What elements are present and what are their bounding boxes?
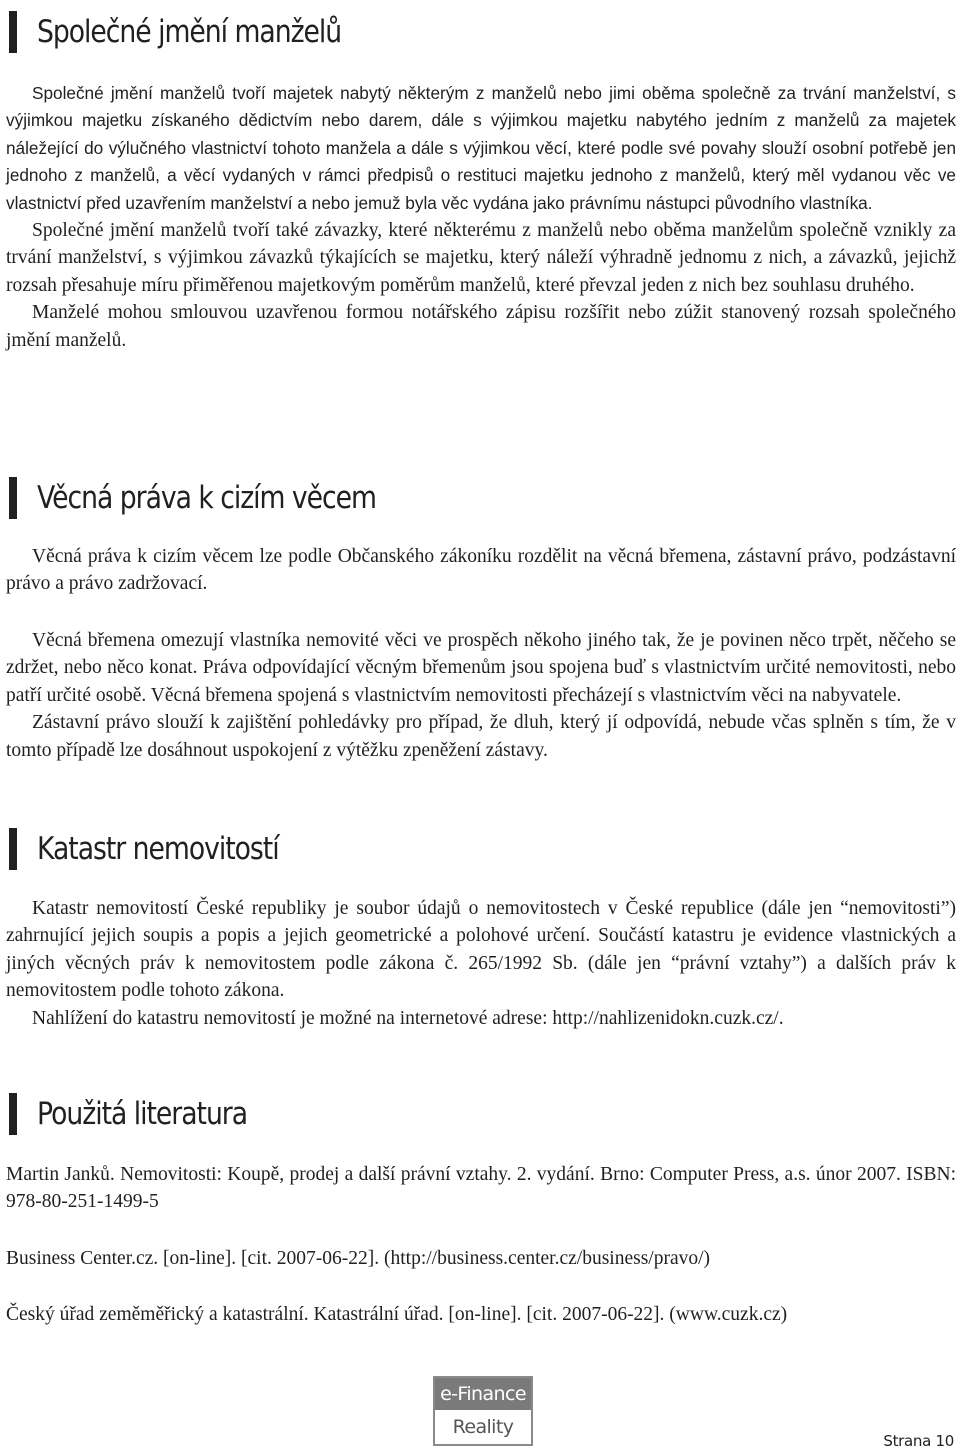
heading-bar xyxy=(9,477,17,519)
section-heading xyxy=(0,474,431,522)
reference-item: Business Center.cz. [on-line]. [cit. 2007-06-22]. (http://business.center.cz/business/pravo/) xyxy=(6,1248,711,1269)
logo-top-text: e-Finance xyxy=(435,1378,531,1410)
heading-bar xyxy=(9,1093,17,1135)
efinance-reality-logo xyxy=(433,1376,533,1446)
section-body xyxy=(6,80,956,354)
paragraph: Společné jmění manželů tvoří majetek nabytý některým z manželů nebo jimi oběma společně za trvání manželství, s výjimkou majetku získaného dědictvím nebo darem, dále s výjimkou majetku nabytého jedním z manželů za majetek náležející do výlučného vlastnictví tohoto manžela a dále s výjimkou věcí, které podle své povahy slouží osobní potřebě jen jednoho z manželů, a věcí vydaných v rámci předpisů o restituci majetku jednoho z manželů, který měl vydanou věc ve vlastnictví před uzavřením manželství a nebo jemuž byla věc vydána jako právnímu nástupci původního vlastníka. xyxy=(6,83,956,213)
section-body xyxy=(6,543,956,598)
section-heading xyxy=(0,1090,281,1138)
paragraph: Manželé mohou smlouvou uzavřenou formou notářského zápisu rozšířit nebo zúžit stanovený rozsah společného jmění manželů. xyxy=(6,302,956,351)
section-heading xyxy=(0,825,318,873)
section-body xyxy=(6,627,956,764)
references xyxy=(6,1301,956,1328)
references xyxy=(6,1245,956,1272)
paragraph: Katastr nemovitostí České republiky je soubor údajů o nemovitostech v České republice (dále jen “nemovitosti”) zahrnující jejich soupis a popis a jejich geometrické a polohové určení. Součástí katastru je evidence vlastnických a jiných věcných práv k nemovitostem podle zákona č. 265/1992 Sb. (dále jen “právní vztahy”) a dalších práv k nemovitostem podle tohoto zákona. xyxy=(6,898,956,1002)
paragraph: Nahlížení do katastru nemovitostí je možné na internetové adrese: http://nahlizenidokn.cuzk.cz/. xyxy=(32,1007,784,1029)
paragraph: Věcná práva k cizím věcem lze podle Občanského zákoníku rozdělit na věcná břemena, zástavní právo, podzástavní právo a právo zadržovací. xyxy=(6,546,956,595)
logo-bottom-text: Reality xyxy=(435,1410,531,1444)
paragraph: Společné jmění manželů tvoří také závazky, které některému z manželů nebo oběma manželům společně vznikly za trvání manželství, s výjimkou závazků týkajících se majetku, který náleží výhradně jednomu z nich, a závazků, jejichž rozsah přesahuje míru přiměřenou majetkovým poměrům manželů, které převzal jeden z nich bez souhlasu druhého. xyxy=(6,220,956,296)
section-title: Katastr nemovitostí xyxy=(37,831,279,867)
paragraph: Věcná břemena omezují vlastníka nemovité věci ve prospěch někoho jiného tak, že je povinen něco trpět, něčeho se zdržet, nebo něco konat. Práva odpovídající věcným břemenům jsou spojena buď s vlastnictvím určité nemovitosti, nebo patří určité osobě. Věcná břemena spojená s vlastnictvím nemovitosti přecházejí s vlastnictvím věci na nabyvatele. xyxy=(6,630,956,706)
section-title: Věcná práva k cizím věcem xyxy=(37,480,376,516)
section-body xyxy=(6,895,956,1032)
section-title: Použitá literatura xyxy=(37,1096,248,1132)
section-title: Společné jmění manželů xyxy=(37,14,342,50)
paragraph: Zástavní právo slouží k zajištění pohledávky pro případ, že dluh, který jí odpovídá, nebude včas splněn s tím, že v tomto případě lze dosáhnout uspokojení z výtěžku zpeněžení zástavy. xyxy=(6,712,956,761)
heading-bar xyxy=(9,11,17,53)
references xyxy=(6,1161,956,1216)
heading-bar xyxy=(9,828,17,870)
reference-item: Martin Janků. Nemovitosti: Koupě, prodej a další právní vztahy. 2. vydání. Brno: Computer Press, a.s. únor 2007. ISBN: 978-80-251-1499-5 xyxy=(6,1164,956,1213)
page-number: Strana 10 xyxy=(883,1432,954,1450)
reference-item: Český úřad zeměměřický a katastrální. Katastrální úřad. [on-line]. [cit. 2007-06-22]. (www.cuzk.cz) xyxy=(6,1304,788,1325)
section-heading xyxy=(0,8,391,56)
